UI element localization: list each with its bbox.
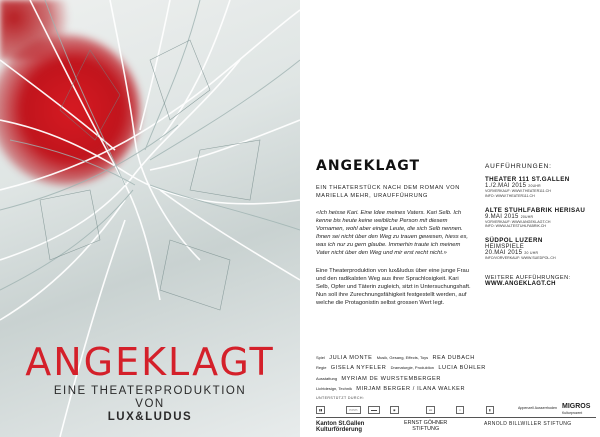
credit-row [316, 353, 586, 363]
appenzell-logo: Appenzell Ausserrhoden [518, 406, 557, 410]
cover-subtitle-line2: VON [135, 398, 165, 410]
play-quote: «Ich heisse Kari. Eine Idee meines Vaters. Kari Selb. Ich kenne bis heute keine weibliche Person mit diesem Vornamen, wohl aber einige Leute, die sich Selb nennen. Ihnen sei nicht über den Weg zu trauen gewesen, hiess es, was ich nur zu gern glaube. Immerhin traute ich meinem Vater nicht über den Weg und mir erst recht nicht.» [316, 210, 468, 256]
credit-label: Ausstattung [316, 375, 338, 381]
sponsors-strip [316, 396, 596, 434]
credit-name: MYRIAM DE WURSTEMBERGER [341, 375, 441, 382]
time-text: 20 UHR [524, 251, 539, 256]
venue-info: INFO: WWW.THEATER111.CH [485, 193, 535, 198]
goehner-line2: STIFTUNG [412, 426, 440, 432]
credit-name: GISELA NYFELER [330, 365, 387, 372]
venue-name: THEATER 111 ST.GALLEN [485, 176, 570, 183]
venue-info: VORVERKAUF: WWW.THEATER111.CH [485, 189, 551, 193]
goehner-logo [404, 420, 447, 432]
sponsor-logo-6: ▫▫ [456, 406, 464, 414]
migros-sub: Kulturprozent [562, 411, 583, 415]
date-text: 9.MAI 2015 [485, 213, 519, 220]
credit-label: Spiel [316, 355, 325, 360]
date-text: 1./2.MAI 2015 [485, 183, 527, 189]
kanton-logo [316, 421, 364, 434]
cover-subtitle-line1: EINE THEATERPRODUKTION [53, 385, 247, 397]
cover-title: ANGEKLAGT [25, 340, 275, 384]
venue-info: INFO: WWW.ALTESTUHLFABRIK.CH [485, 224, 547, 229]
credits-block [316, 353, 586, 395]
sponsors-divider [316, 417, 596, 418]
play-description: Eine Theaterproduktion von lux&ludus über eine junge Frau und den radikalsten Weg aus ihrer Sprachlosigkeit. Kari Selb, Opfer und Täterin zugleich, sitzt in Untersuchungshaft. Nun soll ihre Zurechnungsfähigkeit festgestellt werden, auf welche die Protagonistin selbst grossen Wert legt. [316, 268, 471, 306]
goehner-line1: ERNST GÖHNER [404, 420, 448, 426]
sponsor-logo-7: ▮ [486, 406, 494, 414]
play-intro: EIN THEATERSTÜCK NACH DEM ROMAN VON MARIELLA MEHR, URAUFFÜHRUNG [316, 185, 460, 199]
sponsor-logo-5: ▪▪▪ [426, 406, 435, 414]
main-text-column [316, 158, 472, 307]
play-title: ANGEKLAGT [316, 158, 421, 174]
sponsor-logo-1: ▮▮ [316, 406, 325, 414]
sponsor-logo-2: ▭▭▭ [346, 406, 361, 414]
cover-subtitle-company: LUX&LUDUS [107, 411, 193, 423]
credit-name: REA DUBACH [432, 355, 475, 361]
schedule-column [485, 163, 595, 287]
time-text: 20UHR [520, 214, 534, 219]
more-performances-label: WEITERE AUFFÜHRUNGEN: [485, 274, 571, 281]
credit-label: Dramaturgie, Produktion [390, 365, 435, 371]
credit-label: Lichtdesign, Technik [316, 386, 352, 392]
website-link[interactable]: WWW.ANGEKLAGT.CH [485, 280, 556, 287]
migros-logo [562, 404, 590, 416]
credit-name: LUCIA BÜHLER [438, 365, 486, 372]
time-text: 20UHR [528, 184, 541, 188]
credit-label: Regie [316, 365, 327, 371]
schedule-heading: AUFFÜHRUNGEN: [485, 163, 552, 170]
venue-info: VORVERKAUF: WWW.ANGEKLAGT.CH [485, 219, 551, 224]
credit-label: Musik, Gesang, Effects, Toys [376, 355, 429, 360]
credit-row [316, 384, 586, 394]
credit-name: MIRJAM BERGER / ILANA WALKER [356, 386, 466, 393]
credit-name: JULIA MONTE [329, 355, 373, 361]
credit-row [316, 374, 586, 384]
kanton-line2: Kulturförderung [316, 427, 362, 434]
sponsor-logo-4: ◉ [390, 406, 399, 414]
migros-name: MIGROS [562, 403, 591, 410]
billwiller-logo: ARNOLD BILLWILLER STIFTUNG [484, 421, 572, 427]
sponsors-label: UNTERSTÜTZT DURCH: [316, 396, 365, 400]
credit-row [316, 363, 586, 373]
venue-info: INFO/VORVERKAUF: WWW.SUEDPOL.CH [485, 256, 556, 261]
sponsor-logo-3: ▬▬ [368, 406, 380, 414]
kanton-line1: Kanton St.Gallen [316, 421, 365, 427]
venue-subtitle: HEIMSPIELE [485, 244, 525, 251]
venue-name: ALTE STUHLFABRIK HERISAU [485, 206, 586, 214]
date-text: 20.MAI 2015 [485, 250, 523, 257]
venue-name: SÜDPOL LUZERN [485, 237, 543, 245]
